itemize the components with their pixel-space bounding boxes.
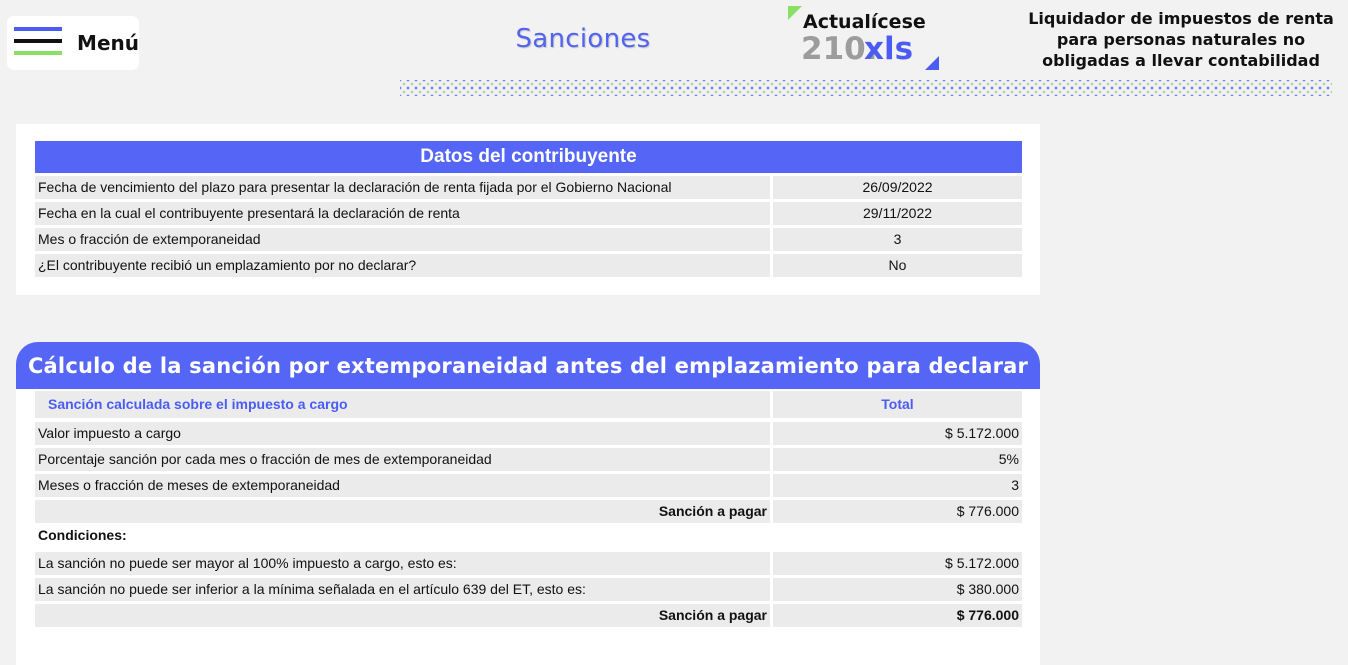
page-title: Sanciones xyxy=(515,24,651,54)
logo-green-corner-icon xyxy=(788,6,802,20)
row-label: Porcentaje sanción por cada mes o fracción de mes de extemporaneidad xyxy=(35,448,770,471)
table-row xyxy=(35,202,1022,225)
table-row xyxy=(35,228,1022,251)
row-label: Fecha en la cual el contribuyente presentará la declaración de renta xyxy=(35,202,770,225)
row-label: Fecha de vencimiento del plazo para presentar la declaración de renta fijada por el Gobierno Nacional xyxy=(35,176,770,199)
actualicese-logo xyxy=(786,6,946,72)
app-description xyxy=(1022,8,1340,71)
description-line: para personas naturales no xyxy=(1056,30,1306,49)
calculo-section-title: Cálculo de la sanción por extemporaneidad antes del emplazamiento para declarar xyxy=(16,342,1040,389)
max-sancion-cell[interactable]: $ 5.172.000 xyxy=(773,552,1022,575)
row-label: La sanción no puede ser mayor al 100% impuesto a cargo, esto es: xyxy=(35,552,770,575)
logo-product-number: 210. xyxy=(801,31,878,67)
table-row xyxy=(35,254,1022,277)
menu-button[interactable] xyxy=(7,16,139,70)
menu-label: Menú xyxy=(77,31,139,55)
contribuyente-section-title: Datos del contribuyente xyxy=(35,141,1022,173)
subheader-total: Total xyxy=(773,391,1022,418)
summons-received-cell[interactable]: No xyxy=(773,254,1022,277)
row-label: La sanción no puede ser inferior a la mínima señalada en el artículo 639 del ET, esto es: xyxy=(35,578,770,601)
sancion-final-value-cell[interactable]: $ 776.000 xyxy=(773,604,1022,627)
row-label: Mes o fracción de extemporaneidad xyxy=(35,228,770,251)
late-months-count-cell[interactable]: 3 xyxy=(773,474,1022,497)
calculo-subheader xyxy=(35,391,1022,418)
description-line: obligadas a llevar contabilidad xyxy=(1042,51,1320,70)
due-date-cell[interactable]: 26/09/2022 xyxy=(773,176,1022,199)
sancion-value-cell[interactable]: $ 776.000 xyxy=(773,500,1022,523)
late-months-cell[interactable]: 3 xyxy=(773,228,1022,251)
sancion-label: Sanción a pagar xyxy=(35,500,770,523)
table-row xyxy=(35,500,1022,523)
table-row xyxy=(35,474,1022,497)
table-row xyxy=(35,578,1022,601)
table-row xyxy=(35,422,1022,445)
table-row xyxy=(35,604,1022,627)
logo-product-extension: xls xyxy=(864,31,914,67)
min-sancion-cell[interactable]: $ 380.000 xyxy=(773,578,1022,601)
row-label: Valor impuesto a cargo xyxy=(35,422,770,445)
decorative-dot-pattern xyxy=(400,80,1332,96)
description-line: Liquidador de impuestos de renta xyxy=(1028,9,1334,28)
sancion-final-label: Sanción a pagar xyxy=(35,604,770,627)
table-row xyxy=(35,448,1022,471)
conditions-label: Condiciones: xyxy=(38,527,127,543)
subheader-label: Sanción calculada sobre el impuesto a cargo xyxy=(35,391,770,418)
table-row xyxy=(35,176,1022,199)
hamburger-menu-icon xyxy=(14,25,58,61)
logo-brand-text: Actualícese xyxy=(803,11,926,33)
tax-amount-cell[interactable]: $ 5.172.000 xyxy=(773,422,1022,445)
table-row xyxy=(35,552,1022,575)
filing-date-cell[interactable]: 29/11/2022 xyxy=(773,202,1022,225)
penalty-percentage-cell[interactable]: 5% xyxy=(773,448,1022,471)
logo-blue-corner-icon xyxy=(925,56,939,70)
row-label: Meses o fracción de meses de extemporaneidad xyxy=(35,474,770,497)
row-label: ¿El contribuyente recibió un emplazamiento por no declarar? xyxy=(35,254,770,277)
